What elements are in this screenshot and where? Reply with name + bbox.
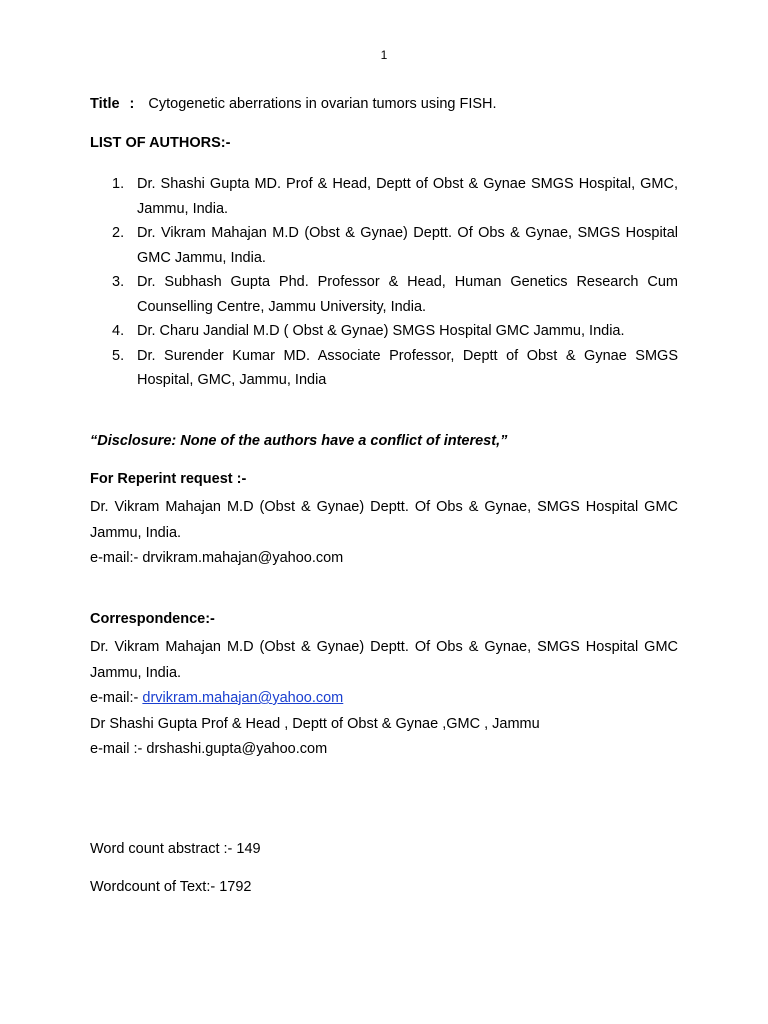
correspondence-email-line [90, 686, 678, 712]
reprint-heading: For Reperint request :- [90, 471, 247, 487]
author-item [112, 221, 678, 270]
title-text: Cytogenetic aberrations in ovarian tumors using FISH. [148, 96, 497, 112]
author-text: Dr. Charu Jandial M.D ( Obst & Gynae) SMGS Hospital GMC Jammu, India. [137, 323, 625, 339]
correspondence-address: Dr. Vikram Mahajan M.D (Obst & Gynae) Deptt. Of Obs & Gynae, SMGS Hospital GMC Jammu, India. [90, 639, 678, 681]
reprint-address: Dr. Vikram Mahajan M.D (Obst & Gynae) Deptt. Of Obs & Gynae, SMGS Hospital GMC Jammu, India. [90, 499, 678, 541]
second-contact: Dr Shashi Gupta Prof & Head , Deptt of Obst & Gynae ,GMC , Jammu [90, 715, 540, 732]
authors-heading: LIST OF AUTHORS:- [90, 135, 231, 151]
title-label: Title [90, 96, 120, 112]
page-number: 1 [380, 48, 388, 62]
title-line [90, 96, 678, 112]
author-item [112, 344, 678, 393]
authors-list [112, 172, 678, 393]
author-text: Dr. Vikram Mahajan M.D (Obst & Gynae) Deptt. Of Obs & Gynae, SMGS Hospital GMC Jammu, India. [137, 225, 678, 266]
author-item [112, 270, 678, 319]
author-item [112, 172, 678, 221]
author-item [112, 319, 678, 344]
word-count-abstract: Word count abstract :- 149 [90, 841, 261, 857]
author-text: Dr. Surender Kumar MD. Associate Professor, Deptt of Obst & Gynae SMGS Hospital, GMC, Jammu, India [137, 347, 678, 388]
author-number: 4. [112, 323, 125, 339]
second-contact-email: e-mail :- drshashi.gupta@yahoo.com [90, 741, 328, 757]
word-count-text: Wordcount of Text:- 1792 [90, 879, 252, 895]
title-separator: : [129, 96, 135, 112]
author-text: Dr. Subhash Gupta Phd. Professor & Head, Human Genetics Research Cum Counselling Centre, Jammu University, India. [137, 274, 678, 315]
author-number: 3. [112, 274, 125, 290]
correspondence-email-link[interactable]: drvikram.mahajan@yahoo.com [142, 690, 344, 706]
correspondence-heading: Correspondence:- [90, 611, 215, 627]
correspondence-email-prefix: e-mail:- [90, 690, 143, 706]
reprint-section [90, 495, 678, 572]
correspondence-section [90, 635, 678, 763]
author-number: 1. [112, 176, 125, 192]
author-number: 2. [112, 225, 125, 241]
author-text: Dr. Shashi Gupta MD. Prof & Head, Deptt of Obst & Gynae SMGS Hospital, GMC, Jammu, India. [137, 176, 678, 217]
disclosure-statement: “Disclosure: None of the authors have a conflict of interest,” [90, 433, 508, 449]
reprint-email: e-mail:- drvikram.mahajan@yahoo.com [90, 550, 344, 566]
author-number: 5. [112, 347, 125, 364]
